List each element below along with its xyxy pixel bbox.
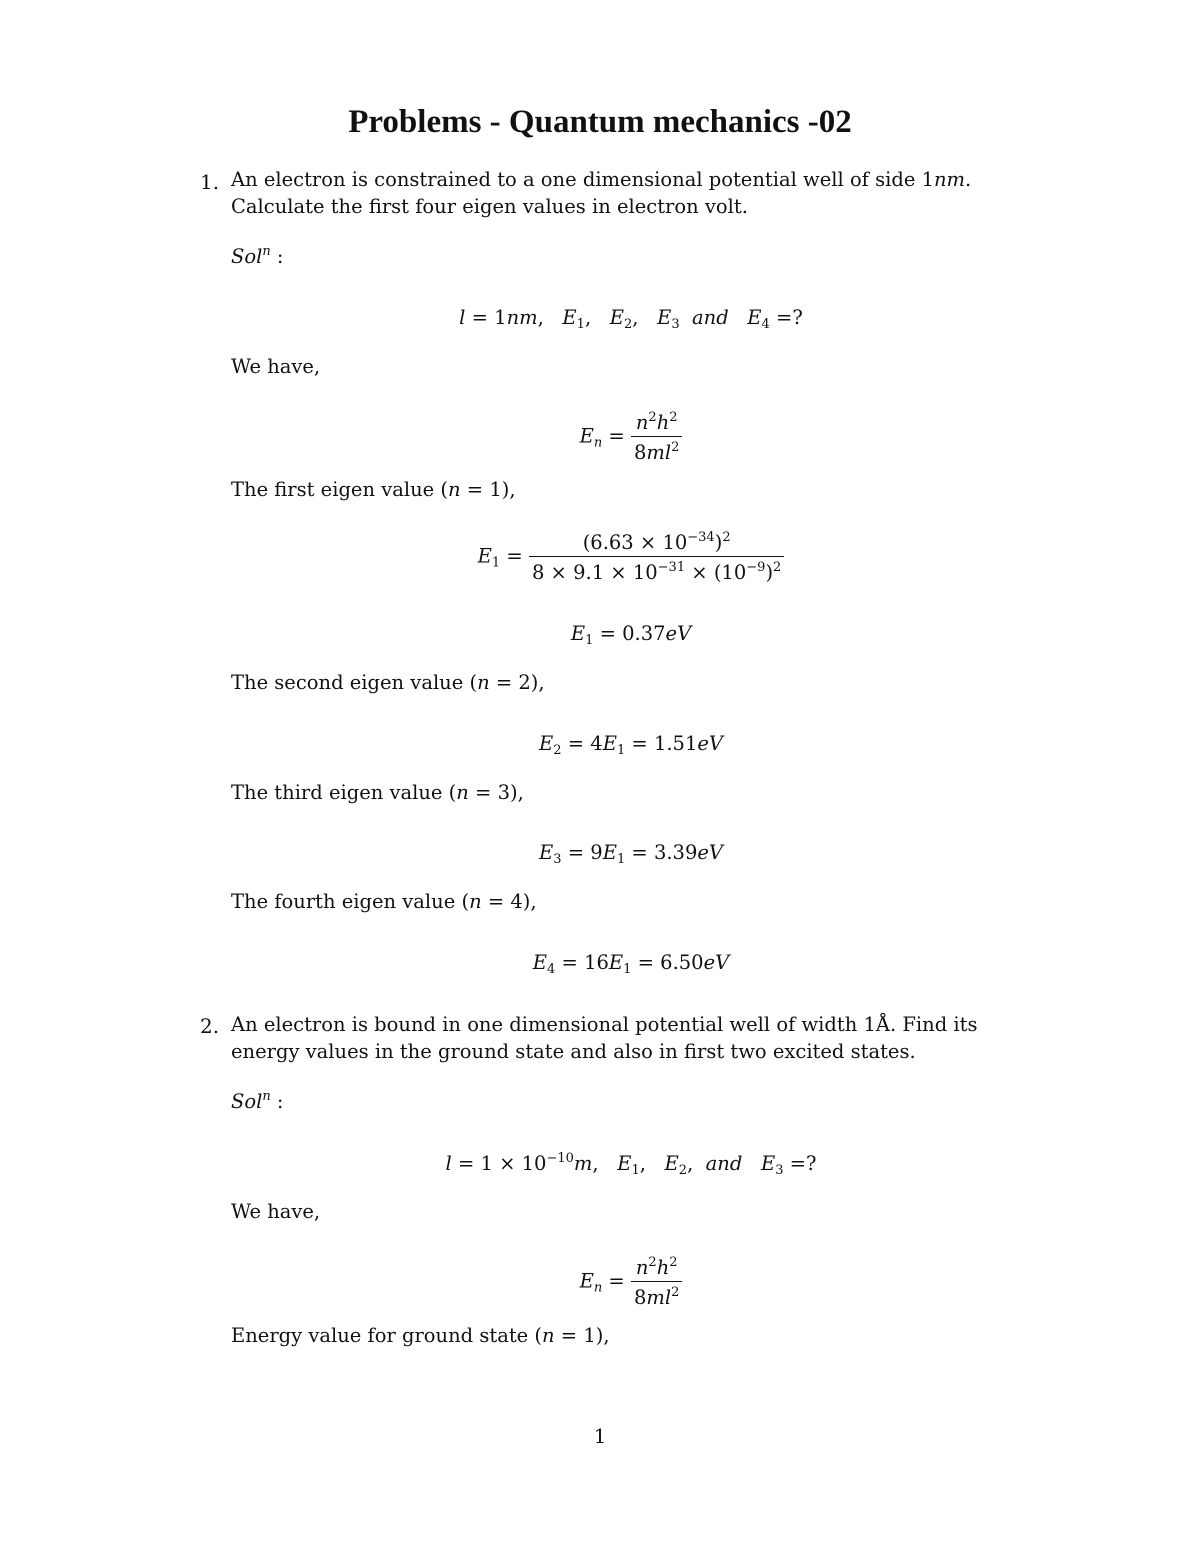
problem-1-second-eigen-text: The second eigen value (n = 2), [231, 671, 545, 694]
problem-1-statement: An electron is constrained to a one dimensional potential well of side 1nm. Calculate the first four eigen values in electron volt. [231, 168, 972, 218]
problem-1-we-have: We have, [231, 355, 321, 378]
problem-1-e4-result: $E_4 = 16E_1 = 6.50eV$ [532, 951, 730, 977]
problem-1-e1-result: $E_1 = 0.37eV$ [570, 622, 692, 648]
problem-2-number: 2. [200, 1014, 220, 1038]
problem-2-given-equation: $l = 1 \times 10^{-10}m$, $E_1$, $E_2$, and $E_3$ =? [445, 1151, 817, 1178]
problem-2-energy-formula: $E_n$ = $\frac{n^2h^2}{8ml^2}$ [231, 1255, 1031, 1309]
problem-2-we-have: We have, [231, 1200, 321, 1223]
problem-1-first-eigen-text: The first eigen value (n = 1), [231, 478, 516, 501]
problem-1-third-eigen-text: The third eigen value (n = 3), [231, 781, 524, 804]
problem-1-e1-calculation: $E_1$ = $\frac{(6.63 \times 10^{-34})^2}{8 \times 9.1 \times 10^{-31} \times (10^{-9})^2}$ [231, 530, 1031, 584]
problem-1-e3-result: $E_3 = 9E_1 = 3.39eV$ [539, 841, 723, 867]
problem-2-solution-label: Sol$^n$ : [231, 1089, 284, 1113]
problem-1-solution-label: Sol$^n$ : [231, 244, 284, 268]
problem-1-number: 1. [200, 170, 220, 194]
problem-2-statement: An electron is bound in one dimensional potential well of width 1Å. Find its energy values in the ground state and also in first two excited states. [231, 1013, 978, 1063]
page-number: 1 [593, 1424, 607, 1448]
problem-1-energy-formula: $E_n$ = $\frac{n^2h^2}{8ml^2}$ [231, 410, 1031, 464]
problem-1-e2-result: $E_2 = 4E_1 = 1.51eV$ [539, 732, 723, 758]
problem-2-ground-state-text: Energy value for ground state (n = 1), [231, 1324, 610, 1347]
page-title: Problems - Quantum mechanics -02 [348, 104, 852, 140]
problem-1-given-equation: l = 1nm, $E_1$, $E_2$, $E_3$ and $E_4$ =? [459, 306, 803, 332]
problem-1-fourth-eigen-text: The fourth eigen value (n = 4), [231, 890, 537, 913]
